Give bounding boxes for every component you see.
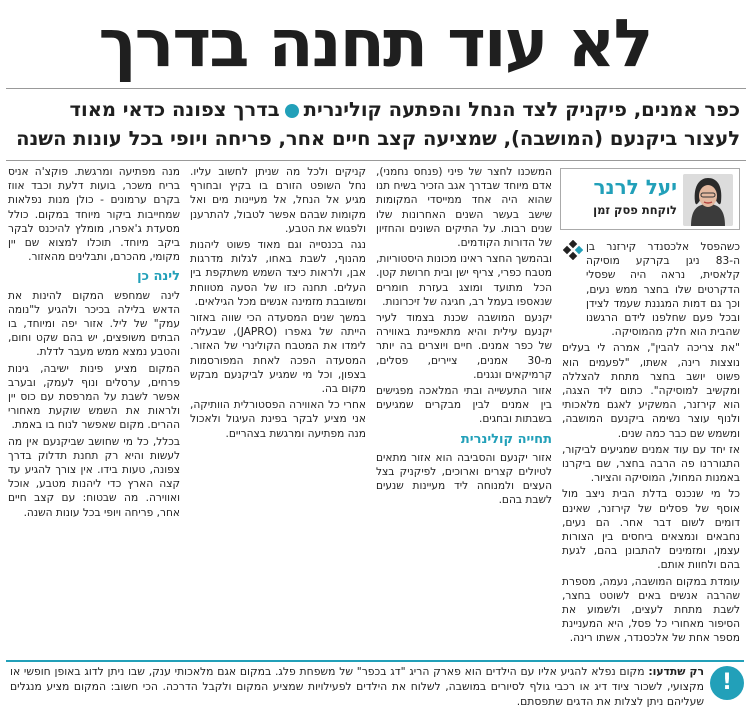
paragraph: אז יחד עם עוד אמנים שמגיעים לביקור, התגוררנו פה הרבה בחצר, שם ביקרנו באמנות המחול, המוסיקה והציור.	[562, 443, 740, 485]
author-byline	[560, 168, 740, 230]
paragraph: "את צריכה להבין", אמרה לי בעלים נוצצות רינה, אשתו, "לפעמים הוא פשוט יושב בחצר מתחת להצללה ומקשיב למוסיקה". כתום ליד הצגה, הוא קירזנר, המשקיע לאגם מלאכותי ולנוף עוצר נשימה ביקנעם המושבה, ומשמש שם כבר כמה שנים.	[562, 342, 740, 440]
paragraph: יקנעם המושבה שכנת בצמוד לעיר יקנעם עילית והיא מתאפיינת באווירה של כפר אמנים. חיים ויוצרים בה יותר מ-30 אמנים, ציירים, פסלים, קרמיקאים ונגנים.	[376, 312, 552, 381]
author-photo	[683, 174, 733, 226]
paragraph: כשהפסל אלכסנדר קירזנר בן ה-83 ניגן בקרקע מוסיקה קלאסית, נראה היה שפסלי הדקרטים שלו בחצר ממש נעים, וכך גם דמות המגננת שעמד לצידן ובכל פעם שחלפנו לידם הרגשנו שהבית הוא חלק מהמוסיקה.	[586, 241, 740, 339]
exclamation-icon: !	[710, 666, 744, 700]
subtitle-line-1	[10, 96, 740, 124]
paragraph: כל מי שנכנס בדלת הבית ניצב מול אוסף של פסלים של קירזנר, שאינם דומים לשום דבר אחר. הם נעים, נחבאים ונמצאים ביחסים בין הצורות עצמן, ומזמינים להתבונן בהם, לגעת בהם ולחוות אותם.	[562, 488, 740, 572]
subtitle-part-a: כפר אמנים, פיקניק לצד הנחל והפתעה קולינרית	[303, 98, 740, 121]
headline-rule	[6, 88, 746, 89]
paragraph: אחרי כל האווירה הפסטורלית הוותיקה, אני מציע לבקר בפינת העיגול ולאכול מנה מפתיעה ומרגשת בצהריים.	[190, 399, 366, 440]
subtitle-part-b: בדרך צפונה כדאי מאוד	[69, 98, 280, 121]
section-heading: תחייה קולינרית	[460, 431, 552, 447]
paragraph: במשך שנים המסעדה הכי שווה באזור הייתה של גאפרו (JAPRO), שבעליה לימדו את המטבח הקולינרי של האזור. המסעדה הפכה לאחת המפורסמות בצפון, וכל מי שמגיע לביקנעם מבקש מקום בה.	[190, 312, 366, 396]
paragraph: עומדת במקום המושבה, נעמה, מספרת שהרבה אנשים באים לשוטט בחצר, לשבת מתחת לעצים, ולשמוע את הסיפור מאחורי כל פסל, היא המעניינת מספר אחת של אלכסנדר, אשתו רינה.	[562, 575, 740, 645]
info-note	[10, 664, 704, 709]
bullet-dot-icon	[285, 104, 299, 118]
subtitle-line-2: לעצור ביקנעם (המושבה), שמציעה קצב חיים אחר, פריחה ויופי בכל עונות השנה	[16, 127, 740, 150]
paragraph: אזור יקנעם והסביבה הוא אזור מתאים לטיולים קצרים וארוכים, לפיקניק בצל העצים ולמנוחה ליד מעיינות שנעים לשבת בהם.	[376, 451, 552, 507]
section-heading: לינה כן	[137, 269, 180, 285]
paragraph: נגה בכנסייה וגם מאוד פשוט ליהנות מהנוף, לשבת באחו, לגלות מדרגות אבן, ולראות כיצד השמש משתקפת בין העלים. תחנה כזו של הסעה מטווחת ומשובבת מזמינה אנשים מכל הגילאים.	[190, 239, 366, 308]
author-role: לוקחת פסק זמן	[593, 203, 677, 217]
author-name: יעל לרנר	[593, 175, 677, 199]
paragraph: לינה שמחפש המקום להינות את הדאש בלילה בכיכר ולהגיע ל"נומה עמק" של ליל. אזור יפה ומיוחד, בו הבתים משופצים, יש בהם שקט וחום, והטבע נמצא ממש מעבר לדלת.	[8, 289, 180, 359]
paragraph: בכלל, כל מי שחושב שביקנעם אין מה לעשות והיא רק תחנת תדלוק בדרך צפונה, טעות בידו. אין צורך להגיע עד קצה הארץ כדי ליהנות מטבע, אוכל ואווירה. מה שבטוח: עם קצב חיים אחר, פריחה ויופי בכל עונות השנה.	[8, 435, 180, 519]
note-label: רק שתדעו:	[648, 665, 704, 678]
paragraph: המקום מציע פינות ישיבה, גינות פרחים, ערסלים ונוף לעמק, ובערב אפשר לשבת על המרפסת עם כוס יין ולראות את השמש שוקעת מאחורי ההרים. מקום שאפשר לנוח בו באמת.	[8, 362, 180, 432]
note-text: מקום נפלא להגיע אליו עם הילדים הוא פארק הריג "דג בכפר" של משפחת פלג. במקום אגם מלאכותי ענק, שבו ניתן לדוג באופן חופשי או מקצועי, לשכור ציוד דיג או רכבי גולף לסיורים במושבה, לשלוח את הילדים לפעילויות שמציע המקום ולקבל הדרכה. הכי חשוב: המקום מציע מנגלים שעליהם ניתן לצלות את הדגים שתפסתם.	[10, 665, 704, 708]
column-4	[8, 165, 180, 656]
paragraph: מנה מפתיעה ומרגשת. פוקצ'ה אניס בריח משכר, בועות דלעת וכבד אווז בקרם ערמונים - כולן מנות נפלאות שמחייבות ביקור מיוחד במקום. כולל מסעדת ג'אפרו, מומלץ להיכנס לבקר ביקב מיוחד. תוכלו למצוא שם יין מקומי, מהכרם, ותבלינים מהאזור.	[8, 166, 180, 264]
paragraph: ובהמשך החצר ראינו מכונות היסטוריות, מטבח כפרי, צריף ישן ובית חרושת קטן. הכל מתועד ומוצג בעזרת חומרים שנאספו בעמל רב, חגיגה של זיכרונות.	[376, 253, 552, 308]
subtitle-rule	[6, 160, 746, 161]
paragraph: המשכנו לחצר של פיני (פנחס נחמני), אדם מיוחד שבדרך אגב הזכיר בשיח תנו שהוא היה אחד ממייסדי המקומות שישב בעשר השנים האחרונות שלו שנים רבות. על התיקים השונים והחזיון של הדורות הקודמים.	[376, 166, 552, 250]
headline: לא עוד תחנה בדרך	[98, 5, 652, 82]
column-2	[376, 165, 552, 656]
column-1	[562, 240, 740, 656]
column-3	[190, 165, 366, 656]
paragraph: קניקים ולכל מה שניתן לחשוב עליו. נחל השופט הזורם בו בקיץ ובחורף מגיע אל הנחל, אל מעיינות מים ואל מקומות שבהם אפשר לטבול, להתרענן ולפגוש את הטבע.	[190, 166, 366, 235]
note-rule	[6, 660, 744, 662]
paragraph: אזור התעשייה ובתי המלאכה מפגישים בין אמנים לבין מבקרים שמגיעים בשבתות ובחגים.	[376, 385, 552, 426]
